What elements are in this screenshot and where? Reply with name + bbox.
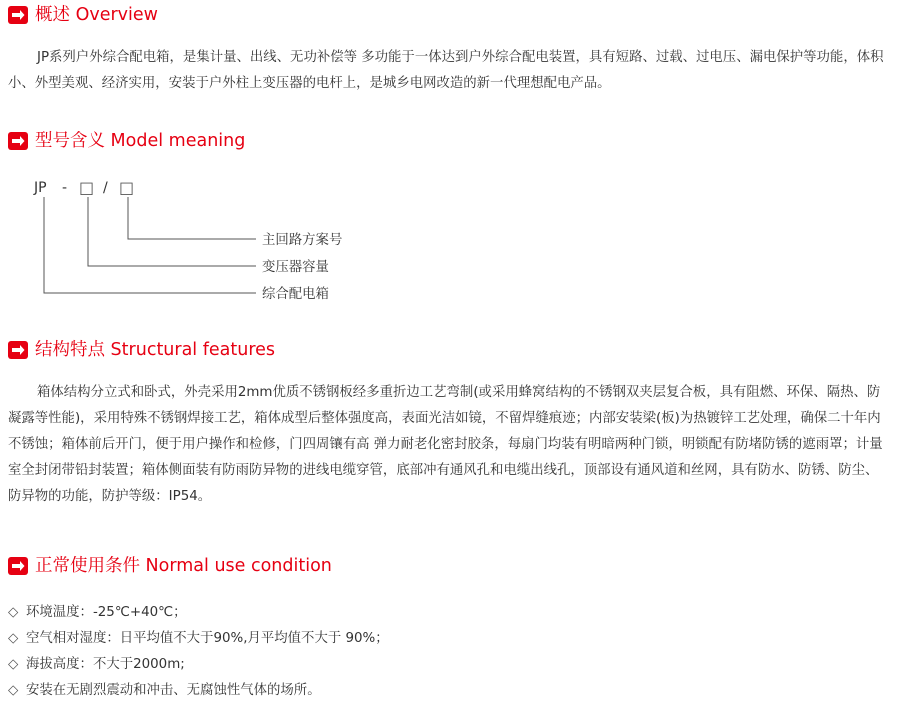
model-diagram: [28, 175, 388, 305]
model-heading: [8, 128, 245, 154]
structure-heading: [8, 337, 275, 363]
model-code-slash: /: [103, 180, 108, 196]
model-label-capacity: 变压器容量: [262, 260, 329, 275]
structure-paragraph: [8, 380, 888, 510]
model-code-prefix: JP: [34, 180, 47, 196]
overview-paragraph: [8, 45, 888, 97]
list-item: [8, 626, 888, 652]
diamond-bullet-icon: ◇: [8, 631, 19, 646]
overview-heading: [8, 2, 158, 28]
model-code-box-1: □: [79, 178, 95, 197]
list-item: [8, 600, 888, 626]
model-code-box-2: □: [119, 178, 135, 197]
overview-text: JP系列户外综合配电箱，是集计量、出线、无功补偿等 多功能于一体达到户外综合配电装置，具有短路、过载、过电压、漏电保护等功能，体积小、外型美观、经济实用，安装于户外柱上变压器的电杆上，是城乡电网改造的新一代理想配电产品。: [8, 50, 884, 91]
arrow-badge-icon: [8, 557, 28, 575]
condition-installation: 安装在无剧烈震动和冲击、无腐蚀性气体的场所。: [26, 683, 321, 698]
connector-line-box: [44, 197, 256, 293]
diamond-bullet-icon: ◇: [8, 657, 19, 672]
arrow-badge-icon: [8, 6, 28, 24]
arrow-badge-icon: [8, 341, 28, 359]
condition-humidity: 空气相对湿度：日平均值不大于90%,月平均值不大于 90%；: [26, 631, 389, 646]
conditions-heading: [8, 553, 332, 579]
conditions-title: 正常使用条件 Normal use condition: [35, 556, 332, 576]
connector-line-capacity: [88, 197, 256, 266]
overview-title: 概述 Overview: [35, 5, 158, 25]
model-code-dash: -: [62, 180, 68, 196]
connector-line-scheme: [128, 197, 256, 239]
model-title: 型号含义 Model meaning: [35, 131, 246, 151]
conditions-list: [8, 600, 888, 704]
model-label-box: 综合配电箱: [262, 287, 329, 302]
model-label-scheme: 主回路方案号: [262, 233, 343, 248]
structure-text: 箱体结构分立式和卧式，外壳采用2mm优质不锈钢板经多重折边工艺弯制(或采用蜂窝结构的不锈钢双夹层复合板，具有阻燃、环保、隔热、防凝露等性能)，采用特殊不锈钢焊接工艺，箱体成型后整体强度高，表面光洁如镜，不留焊缝痕迹；内部安装梁(板)为热镀锌工艺处理，确保二十年内不锈蚀；箱体前后开门，便于用户操作和检修，门四周镶有高 弹力耐老化密封胶条，每扇门均装有明暗两种门锁，明锁配有防堵防锈的遮雨罩；计量室全封闭带铅封装置；箱体侧面装有防雨防异物的进线电缆穿管，底部冲有通风孔和电缆出线孔，顶部设有通风道和丝网，具有防水、防锈、防尘、防异物的功能，防护等级：IP54。: [8, 385, 883, 504]
diamond-bullet-icon: ◇: [8, 605, 19, 620]
structure-title: 结构特点 Structural features: [35, 340, 276, 360]
arrow-badge-icon: [8, 132, 28, 150]
condition-temperature: 环境温度：-25℃+40℃；: [26, 605, 187, 620]
list-item: [8, 678, 888, 704]
diamond-bullet-icon: ◇: [8, 683, 19, 698]
condition-altitude: 海拔高度：不大于2000m;: [26, 657, 185, 672]
list-item: [8, 652, 888, 678]
